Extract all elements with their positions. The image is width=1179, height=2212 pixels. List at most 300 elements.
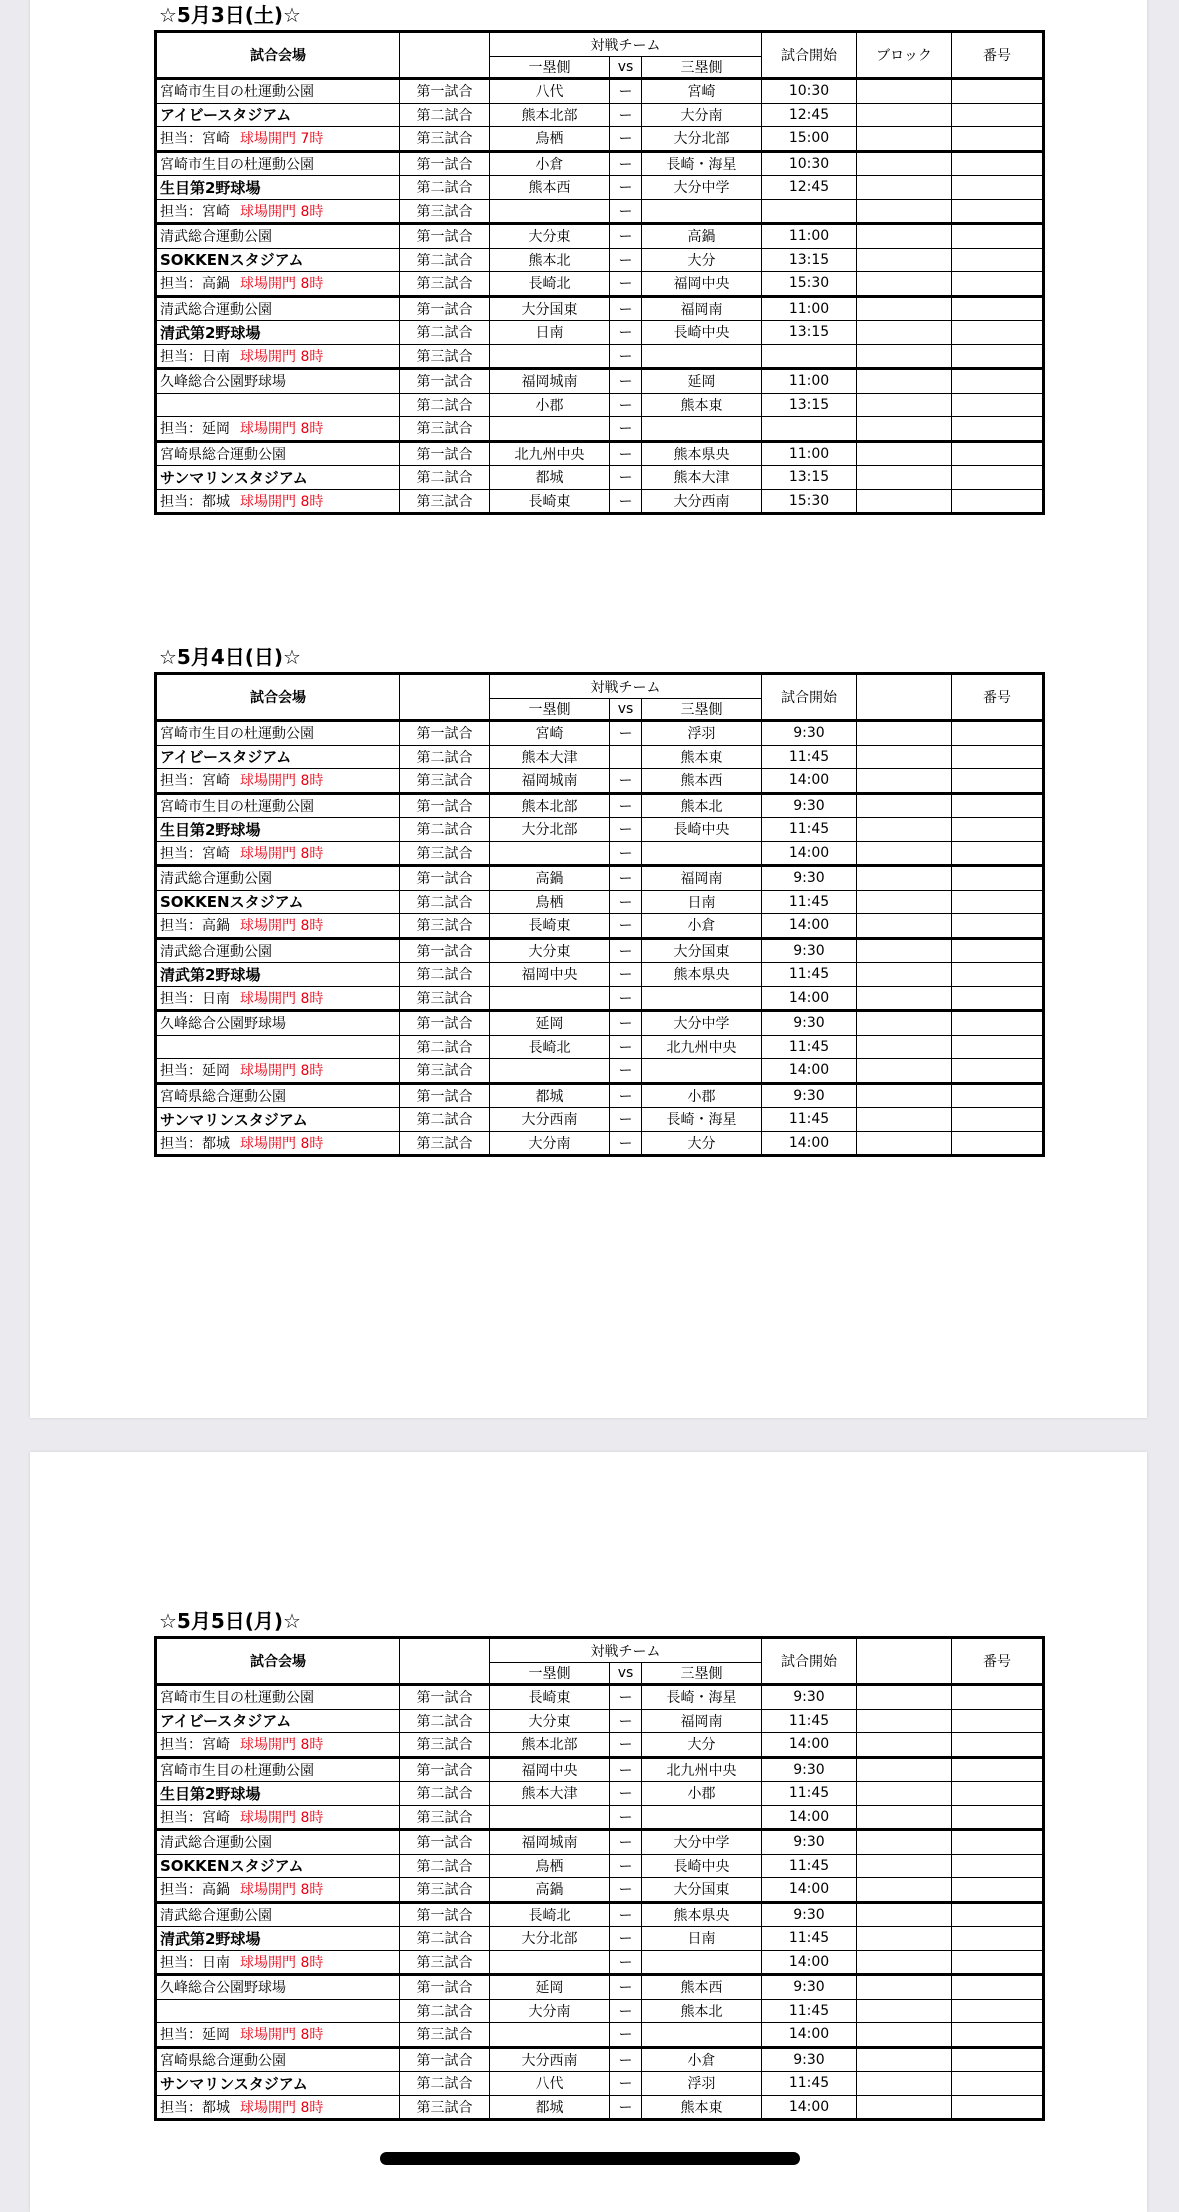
start-time: 11:45 bbox=[762, 1854, 857, 1878]
game-label: 第二試合 bbox=[400, 103, 490, 127]
venue-name: 宮崎県総合運動公園 bbox=[156, 2047, 400, 2072]
game-label: 第三試合 bbox=[400, 769, 490, 794]
number-cell bbox=[952, 199, 1044, 224]
third-base-team: 熊本西 bbox=[642, 769, 762, 794]
number-cell bbox=[952, 79, 1044, 104]
start-time: 13:15 bbox=[762, 393, 857, 417]
number-cell bbox=[952, 721, 1044, 746]
third-base-team: 長崎中央 bbox=[642, 1854, 762, 1878]
header-row bbox=[156, 674, 1044, 699]
table-row bbox=[156, 103, 1044, 127]
manager-label: 担当：宮崎 bbox=[160, 845, 230, 862]
table-row bbox=[156, 1975, 1044, 2000]
block-cell bbox=[857, 127, 952, 152]
venue-stadium: 清武第2野球場 bbox=[156, 1927, 400, 1951]
game-label: 第二試合 bbox=[400, 818, 490, 842]
block-cell bbox=[857, 417, 952, 442]
third-base-team: 熊本北 bbox=[642, 793, 762, 818]
start-time: 9:30 bbox=[762, 938, 857, 963]
start-time: 9:30 bbox=[762, 1685, 857, 1710]
header-block bbox=[857, 674, 952, 721]
third-base-team: 熊本県央 bbox=[642, 441, 762, 466]
number-cell bbox=[952, 127, 1044, 152]
block-cell bbox=[857, 1757, 952, 1782]
table-row bbox=[156, 1131, 1044, 1156]
number-cell bbox=[952, 2095, 1044, 2120]
start-time: 11:00 bbox=[762, 369, 857, 394]
table-row bbox=[156, 199, 1044, 224]
third-base-team: 長崎・海星 bbox=[642, 1108, 762, 1132]
vs-dash: ー bbox=[610, 1927, 642, 1951]
vs-dash: ー bbox=[610, 127, 642, 152]
venue-name: 清武総合運動公園 bbox=[156, 1902, 400, 1927]
first-base-team: 長崎北 bbox=[490, 272, 610, 297]
table-row bbox=[156, 1083, 1044, 1108]
start-time: 9:30 bbox=[762, 2047, 857, 2072]
header-block: ブロック bbox=[857, 32, 952, 79]
block-cell bbox=[857, 103, 952, 127]
start-time: 9:30 bbox=[762, 721, 857, 746]
start-time: 11:00 bbox=[762, 441, 857, 466]
venue-manager bbox=[156, 769, 400, 794]
venue-manager bbox=[156, 1059, 400, 1084]
game-label: 第二試合 bbox=[400, 1999, 490, 2023]
manager-label: 担当：日南 bbox=[160, 1954, 230, 1971]
number-cell bbox=[952, 344, 1044, 369]
game-label: 第三試合 bbox=[400, 1131, 490, 1156]
block-cell bbox=[857, 1782, 952, 1806]
number-cell bbox=[952, 1011, 1044, 1036]
number-cell bbox=[952, 914, 1044, 939]
day-title: ☆5月5日(月)☆ bbox=[159, 1609, 301, 1633]
table-row bbox=[156, 2072, 1044, 2096]
first-base-team: 日南 bbox=[490, 321, 610, 345]
table-row bbox=[156, 841, 1044, 866]
third-base-team: 北九州中央 bbox=[642, 1035, 762, 1059]
venue-manager bbox=[156, 417, 400, 442]
block-cell bbox=[857, 248, 952, 272]
first-base-team: 八代 bbox=[490, 2072, 610, 2096]
block-cell bbox=[857, 1999, 952, 2023]
third-base-team: 大分 bbox=[642, 248, 762, 272]
venue-stadium: 生目第2野球場 bbox=[156, 818, 400, 842]
day-title: ☆5月3日(土)☆ bbox=[159, 3, 301, 27]
venue-manager bbox=[156, 986, 400, 1011]
third-base-team: 日南 bbox=[642, 890, 762, 914]
number-cell bbox=[952, 2047, 1044, 2072]
table-row bbox=[156, 793, 1044, 818]
third-base-team: 長崎・海星 bbox=[642, 1685, 762, 1710]
game-label: 第一試合 bbox=[400, 151, 490, 176]
start-time: 9:30 bbox=[762, 866, 857, 891]
document-page-2 bbox=[30, 1452, 1147, 2212]
number-cell bbox=[952, 1685, 1044, 1710]
third-base-team: 高鍋 bbox=[642, 224, 762, 249]
venue-manager bbox=[156, 914, 400, 939]
vs-dash: ー bbox=[610, 866, 642, 891]
venue-manager bbox=[156, 127, 400, 152]
start-time: 15:00 bbox=[762, 127, 857, 152]
number-cell bbox=[952, 1108, 1044, 1132]
venue-manager bbox=[156, 1950, 400, 1975]
number-cell bbox=[952, 1830, 1044, 1855]
block-cell bbox=[857, 151, 952, 176]
venue-stadium: 清武第2野球場 bbox=[156, 963, 400, 987]
first-base-team: 北九州中央 bbox=[490, 441, 610, 466]
game-label: 第二試合 bbox=[400, 466, 490, 490]
first-base-team: 熊本大津 bbox=[490, 1782, 610, 1806]
game-label: 第一試合 bbox=[400, 866, 490, 891]
first-base-team: 小郡 bbox=[490, 393, 610, 417]
start-time: 9:30 bbox=[762, 1011, 857, 1036]
header-blank bbox=[400, 32, 490, 79]
first-base-team bbox=[490, 199, 610, 224]
venue-stadium: サンマリンスタジアム bbox=[156, 1108, 400, 1132]
header-venue: 試合会場 bbox=[156, 1638, 400, 1685]
block-cell bbox=[857, 176, 952, 200]
vs-dash: ー bbox=[610, 890, 642, 914]
game-label: 第三試合 bbox=[400, 986, 490, 1011]
block-cell bbox=[857, 321, 952, 345]
table-row bbox=[156, 2047, 1044, 2072]
start-time: 14:00 bbox=[762, 1131, 857, 1156]
venue-name: 清武総合運動公園 bbox=[156, 224, 400, 249]
number-cell bbox=[952, 1131, 1044, 1156]
venue-name: 宮崎県総合運動公園 bbox=[156, 1083, 400, 1108]
block-cell bbox=[857, 2072, 952, 2096]
number-cell bbox=[952, 745, 1044, 769]
game-label: 第三試合 bbox=[400, 199, 490, 224]
header-third-base: 三塁側 bbox=[642, 699, 762, 721]
start-time: 11:45 bbox=[762, 890, 857, 914]
number-cell bbox=[952, 1782, 1044, 1806]
first-base-team: 都城 bbox=[490, 1083, 610, 1108]
manager-label: 担当：宮崎 bbox=[160, 1737, 230, 1754]
game-label: 第三試合 bbox=[400, 1950, 490, 1975]
venue-manager bbox=[156, 272, 400, 297]
game-label: 第一試合 bbox=[400, 1830, 490, 1855]
third-base-team: 長崎中央 bbox=[642, 321, 762, 345]
venue-manager bbox=[156, 2095, 400, 2120]
venue-name: 宮崎市生目の杜運動公園 bbox=[156, 793, 400, 818]
table-row bbox=[156, 1011, 1044, 1036]
block-cell bbox=[857, 2095, 952, 2120]
schedule-table bbox=[154, 1636, 1045, 2121]
document-page-1 bbox=[30, 0, 1147, 1418]
third-base-team: 大分中学 bbox=[642, 1011, 762, 1036]
vs-dash: ー bbox=[610, 1830, 642, 1855]
third-base-team: 浮羽 bbox=[642, 2072, 762, 2096]
table-row bbox=[156, 938, 1044, 963]
third-base-team: 大分南 bbox=[642, 103, 762, 127]
number-cell bbox=[952, 1733, 1044, 1758]
third-base-team: 熊本県央 bbox=[642, 963, 762, 987]
game-label: 第一試合 bbox=[400, 1757, 490, 1782]
block-cell bbox=[857, 1059, 952, 1084]
third-base-team bbox=[642, 344, 762, 369]
table-row bbox=[156, 1059, 1044, 1084]
venue-stadium: アイビースタジアム bbox=[156, 745, 400, 769]
block-cell bbox=[857, 890, 952, 914]
start-time: 11:45 bbox=[762, 1035, 857, 1059]
block-cell bbox=[857, 199, 952, 224]
game-label: 第一試合 bbox=[400, 2047, 490, 2072]
third-base-team: 小郡 bbox=[642, 1083, 762, 1108]
game-label: 第三試合 bbox=[400, 2023, 490, 2048]
block-cell bbox=[857, 938, 952, 963]
header-number: 番号 bbox=[952, 674, 1044, 721]
header-number: 番号 bbox=[952, 32, 1044, 79]
game-label: 第二試合 bbox=[400, 1854, 490, 1878]
number-cell bbox=[952, 2072, 1044, 2096]
number-cell bbox=[952, 1083, 1044, 1108]
day-section-may-5 bbox=[154, 1606, 1042, 2121]
day-section-may-4 bbox=[154, 642, 1042, 1157]
game-label: 第二試合 bbox=[400, 1035, 490, 1059]
gate-open-time: 球場開門 8時 bbox=[240, 1809, 324, 1826]
manager-label: 担当：宮崎 bbox=[160, 203, 230, 220]
first-base-team: 大分東 bbox=[490, 224, 610, 249]
start-time: 13:15 bbox=[762, 466, 857, 490]
vs-dash: ー bbox=[610, 199, 642, 224]
game-label: 第二試合 bbox=[400, 890, 490, 914]
third-base-team: 大分西南 bbox=[642, 489, 762, 514]
start-time: 14:00 bbox=[762, 986, 857, 1011]
first-base-team: 鳥栖 bbox=[490, 127, 610, 152]
manager-label: 担当：高鍋 bbox=[160, 276, 230, 293]
third-base-team: 大分 bbox=[642, 1131, 762, 1156]
schedule-table bbox=[154, 672, 1045, 1157]
third-base-team: 福岡南 bbox=[642, 866, 762, 891]
game-label: 第二試合 bbox=[400, 248, 490, 272]
manager-label: 担当：日南 bbox=[160, 990, 230, 1007]
venue-name: 久峰総合公園野球場 bbox=[156, 369, 400, 394]
gate-open-time: 球場開門 7時 bbox=[240, 131, 324, 148]
third-base-team: 延岡 bbox=[642, 369, 762, 394]
vs-dash: ー bbox=[610, 1999, 642, 2023]
gate-open-time: 球場開門 8時 bbox=[240, 348, 324, 365]
game-label: 第三試合 bbox=[400, 1059, 490, 1084]
venue-stadium: アイビースタジアム bbox=[156, 103, 400, 127]
first-base-team bbox=[490, 986, 610, 1011]
start-time: 14:00 bbox=[762, 1805, 857, 1830]
game-label: 第二試合 bbox=[400, 963, 490, 987]
block-cell bbox=[857, 1083, 952, 1108]
day-title: ☆5月4日(日)☆ bbox=[159, 645, 301, 669]
gate-open-time: 球場開門 8時 bbox=[240, 1063, 324, 1080]
vs-dash: ー bbox=[610, 321, 642, 345]
third-base-team: 小倉 bbox=[642, 914, 762, 939]
header-start: 試合開始 bbox=[762, 674, 857, 721]
third-base-team bbox=[642, 2023, 762, 2048]
table-row bbox=[156, 1902, 1044, 1927]
start-time: 11:45 bbox=[762, 1927, 857, 1951]
first-base-team: 小倉 bbox=[490, 151, 610, 176]
block-cell bbox=[857, 1878, 952, 1903]
third-base-team: 長崎中央 bbox=[642, 818, 762, 842]
table-row bbox=[156, 866, 1044, 891]
table-row bbox=[156, 1854, 1044, 1878]
first-base-team: 熊本西 bbox=[490, 176, 610, 200]
first-base-team: 宮崎 bbox=[490, 721, 610, 746]
number-cell bbox=[952, 103, 1044, 127]
home-indicator[interactable] bbox=[380, 2152, 800, 2165]
header-first-base: 一塁側 bbox=[490, 57, 610, 79]
game-label: 第二試合 bbox=[400, 2072, 490, 2096]
game-label: 第三試合 bbox=[400, 344, 490, 369]
vs-dash: ー bbox=[610, 914, 642, 939]
number-cell bbox=[952, 296, 1044, 321]
number-cell bbox=[952, 1950, 1044, 1975]
start-time: 13:15 bbox=[762, 248, 857, 272]
game-label: 第三試合 bbox=[400, 2095, 490, 2120]
table-row bbox=[156, 1108, 1044, 1132]
vs-dash: ー bbox=[610, 296, 642, 321]
game-label: 第三試合 bbox=[400, 1805, 490, 1830]
game-label: 第三試合 bbox=[400, 1878, 490, 1903]
vs-dash: ー bbox=[610, 1709, 642, 1733]
venue-name: 清武総合運動公園 bbox=[156, 296, 400, 321]
number-cell bbox=[952, 1927, 1044, 1951]
vs-dash: ー bbox=[610, 769, 642, 794]
gate-open-time: 球場開門 8時 bbox=[240, 845, 324, 862]
number-cell bbox=[952, 441, 1044, 466]
venue-stadium: 生目第2野球場 bbox=[156, 176, 400, 200]
block-cell bbox=[857, 721, 952, 746]
venue-stadium: 清武第2野球場 bbox=[156, 321, 400, 345]
vs-dash: ー bbox=[610, 1131, 642, 1156]
venue-name: 清武総合運動公園 bbox=[156, 938, 400, 963]
vs-dash: ー bbox=[610, 1733, 642, 1758]
game-label: 第三試合 bbox=[400, 417, 490, 442]
first-base-team: 福岡中央 bbox=[490, 1757, 610, 1782]
game-label: 第一試合 bbox=[400, 1011, 490, 1036]
start-time: 11:45 bbox=[762, 818, 857, 842]
header-blank bbox=[400, 1638, 490, 1685]
game-label: 第一試合 bbox=[400, 1902, 490, 1927]
table-row bbox=[156, 1830, 1044, 1855]
table-row bbox=[156, 914, 1044, 939]
table-row bbox=[156, 441, 1044, 466]
venue-name: 久峰総合公園野球場 bbox=[156, 1975, 400, 2000]
start-time: 11:45 bbox=[762, 1709, 857, 1733]
block-cell bbox=[857, 745, 952, 769]
start-time: 9:30 bbox=[762, 1902, 857, 1927]
table-row bbox=[156, 344, 1044, 369]
start-time: 10:30 bbox=[762, 151, 857, 176]
game-label: 第一試合 bbox=[400, 1083, 490, 1108]
table-row bbox=[156, 176, 1044, 200]
game-label: 第三試合 bbox=[400, 489, 490, 514]
gate-open-time: 球場開門 8時 bbox=[240, 1135, 324, 1152]
manager-label: 担当：宮崎 bbox=[160, 131, 230, 148]
header-third-base: 三塁側 bbox=[642, 1663, 762, 1685]
block-cell bbox=[857, 769, 952, 794]
number-cell bbox=[952, 1999, 1044, 2023]
vs-dash: ー bbox=[610, 1035, 642, 1059]
venue-manager bbox=[156, 1733, 400, 1758]
first-base-team: 熊本北 bbox=[490, 248, 610, 272]
block-cell bbox=[857, 986, 952, 1011]
number-cell bbox=[952, 393, 1044, 417]
block-cell bbox=[857, 344, 952, 369]
header-teams: 対戦チーム bbox=[490, 32, 762, 57]
block-cell bbox=[857, 866, 952, 891]
first-base-team: 長崎東 bbox=[490, 914, 610, 939]
start-time: 14:00 bbox=[762, 1878, 857, 1903]
third-base-team bbox=[642, 986, 762, 1011]
table-row bbox=[156, 1035, 1044, 1059]
third-base-team bbox=[642, 1059, 762, 1084]
third-base-team: 熊本北 bbox=[642, 1999, 762, 2023]
number-cell bbox=[952, 321, 1044, 345]
manager-label: 担当：高鍋 bbox=[160, 1882, 230, 1899]
block-cell bbox=[857, 1131, 952, 1156]
first-base-team: 大分国東 bbox=[490, 296, 610, 321]
table-row bbox=[156, 2023, 1044, 2048]
block-cell bbox=[857, 224, 952, 249]
venue-stadium: アイビースタジアム bbox=[156, 1709, 400, 1733]
first-base-team: 都城 bbox=[490, 466, 610, 490]
start-time: 12:45 bbox=[762, 103, 857, 127]
vs-dash: ー bbox=[610, 1083, 642, 1108]
number-cell bbox=[952, 793, 1044, 818]
start-time: 11:45 bbox=[762, 745, 857, 769]
number-cell bbox=[952, 818, 1044, 842]
header-number: 番号 bbox=[952, 1638, 1044, 1685]
game-label: 第二試合 bbox=[400, 393, 490, 417]
venue-name: 宮崎市生目の杜運動公園 bbox=[156, 1757, 400, 1782]
start-time: 11:00 bbox=[762, 296, 857, 321]
block-cell bbox=[857, 1950, 952, 1975]
first-base-team: 大分西南 bbox=[490, 1108, 610, 1132]
first-base-team bbox=[490, 417, 610, 442]
number-cell bbox=[952, 1975, 1044, 2000]
vs-dash: ー bbox=[610, 272, 642, 297]
venue-stadium: SOKKENスタジアム bbox=[156, 248, 400, 272]
block-cell bbox=[857, 1805, 952, 1830]
first-base-team: 八代 bbox=[490, 79, 610, 104]
first-base-team: 長崎東 bbox=[490, 489, 610, 514]
vs-dash: ー bbox=[610, 417, 642, 442]
table-row bbox=[156, 1950, 1044, 1975]
third-base-team bbox=[642, 417, 762, 442]
manager-label: 担当：高鍋 bbox=[160, 918, 230, 935]
start-time bbox=[762, 344, 857, 369]
header-vs: vs bbox=[610, 57, 642, 79]
number-cell bbox=[952, 248, 1044, 272]
table-row bbox=[156, 127, 1044, 152]
number-cell bbox=[952, 938, 1044, 963]
venue-stadium: SOKKENスタジアム bbox=[156, 1854, 400, 1878]
block-cell bbox=[857, 963, 952, 987]
manager-label: 担当：都城 bbox=[160, 2099, 230, 2116]
venue-stadium: サンマリンスタジアム bbox=[156, 466, 400, 490]
block-cell bbox=[857, 841, 952, 866]
number-cell bbox=[952, 1902, 1044, 1927]
table-row bbox=[156, 1757, 1044, 1782]
first-base-team: 福岡城南 bbox=[490, 769, 610, 794]
vs-dash: ー bbox=[610, 938, 642, 963]
vs-dash: ー bbox=[610, 2047, 642, 2072]
header-block bbox=[857, 1638, 952, 1685]
game-label: 第二試合 bbox=[400, 176, 490, 200]
venue-stadium: サンマリンスタジアム bbox=[156, 2072, 400, 2096]
third-base-team: 熊本県央 bbox=[642, 1902, 762, 1927]
number-cell bbox=[952, 1757, 1044, 1782]
game-label: 第三試合 bbox=[400, 1733, 490, 1758]
venue-manager bbox=[156, 1805, 400, 1830]
